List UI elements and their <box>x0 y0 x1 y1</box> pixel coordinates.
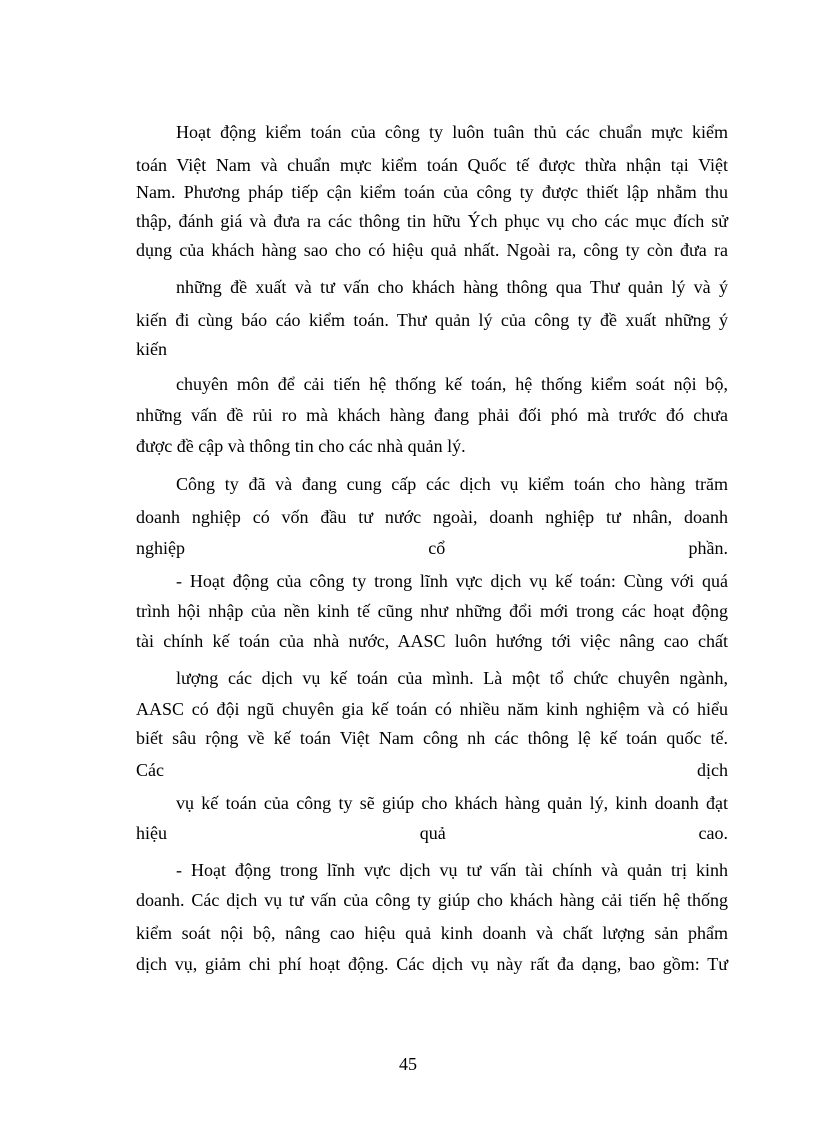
text-line: những vấn đề rủi ro mà khách hàng đang phải đối phó mà trước đó chưa <box>136 405 728 425</box>
text-line: - Hoạt động trong lĩnh vực dịch vụ tư vấn tài chính và quản trị kinh <box>176 860 728 880</box>
text-line: nghiệp cổ phần. <box>136 538 728 558</box>
text-line: - Hoạt động của công ty trong lĩnh vực dịch vụ kế toán: Cùng với quá <box>176 571 728 591</box>
text-line: doanh. Các dịch vụ tư vấn của công ty giúp cho khách hàng cải tiến hệ thống <box>136 890 728 910</box>
text-line: Các dịch <box>136 760 728 780</box>
text-line: thập, đánh giá và đưa ra các thông tin hữu Ých phục vụ cho các mục đích sử <box>136 211 728 231</box>
text-line: dịch vụ, giảm chi phí hoạt động. Các dịch vụ này rất đa dạng, bao gồm: Tư <box>136 954 728 974</box>
text-line: chuyên môn để cải tiến hệ thống kế toán, hệ thống kiểm soát nội bộ, <box>176 374 728 394</box>
text-line: lượng các dịch vụ kế toán của mình. Là một tổ chức chuyên ngành, <box>176 668 728 688</box>
text-line: hiệu quả cao. <box>136 823 728 843</box>
text-line: doanh nghiệp có vốn đầu tư nước ngoài, doanh nghiệp tư nhân, doanh <box>136 507 728 527</box>
text-line: kiến đi cùng báo cáo kiểm toán. Thư quản lý của công ty đề xuất những ý <box>136 310 728 330</box>
text-line: toán Việt Nam và chuẩn mực kiểm toán Quốc tế được thừa nhận tại Việt <box>136 155 728 175</box>
text-line: Nam. Phương pháp tiếp cận kiểm toán của công ty được thiết lập nhằm thu <box>136 182 728 202</box>
text-line: dụng của khách hàng sao cho có hiệu quả nhất. Ngoài ra, công ty còn đưa ra <box>136 240 728 260</box>
text-line: vụ kế toán của công ty sẽ giúp cho khách hàng quản lý, kinh doanh đạt <box>176 793 728 813</box>
text-line: tài chính kế toán của nhà nước, AASC luôn hướng tới việc nâng cao chất <box>136 631 728 651</box>
text-line: trình hội nhập của nền kinh tế cũng như những đổi mới trong các hoạt động <box>136 601 728 621</box>
text-line: kiểm soát nội bộ, nâng cao hiệu quả kinh doanh và chất lượng sản phẩm <box>136 923 728 943</box>
text-line: biết sâu rộng về kế toán Việt Nam công nh các thông lệ kế toán quốc tế. <box>136 728 728 748</box>
text-line: những đề xuất và tư vấn cho khách hàng thông qua Thư quản lý và ý <box>176 277 728 297</box>
text-line: AASC có đội ngũ chuyên gia kế toán có nhiều năm kinh nghiệm và có hiểu <box>136 699 728 719</box>
text-line: được đề cập và thông tin cho các nhà quản lý. <box>136 436 466 456</box>
text-line: kiến <box>136 339 167 359</box>
text-line: Hoạt động kiểm toán của công ty luôn tuân thủ các chuẩn mực kiểm <box>176 122 728 142</box>
page-number: 45 <box>399 1054 417 1074</box>
text-line: Công ty đã và đang cung cấp các dịch vụ kiểm toán cho hàng trăm <box>176 474 728 494</box>
